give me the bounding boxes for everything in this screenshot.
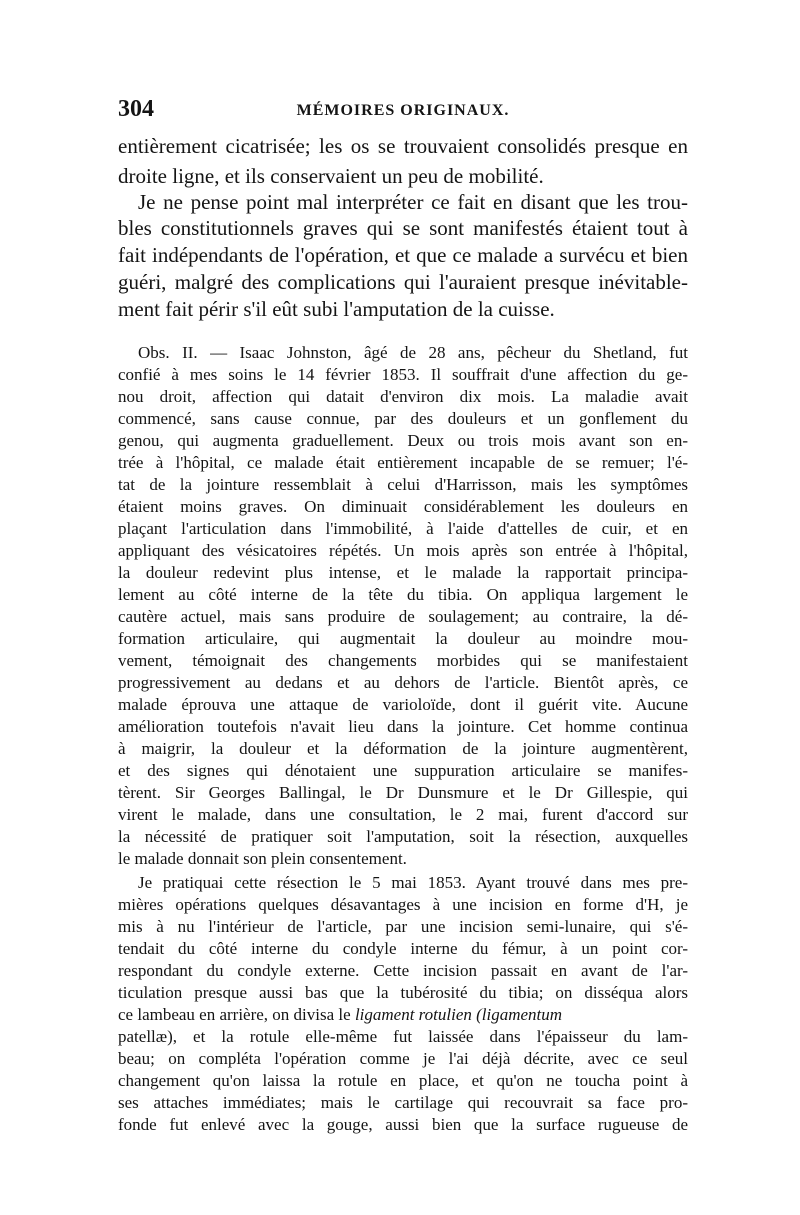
op-line: mis à nu l'intérieur de l'article, par une incision semi-lunaire, qui s'é- bbox=[118, 917, 688, 936]
running-title: MÉMOIRES ORIGINAUX. bbox=[296, 102, 510, 119]
op-line: changement qu'on laissa la rotule en place, et qu'on ne toucha point à bbox=[118, 1071, 688, 1090]
obs-line: trée à l'hôpital, ce malade était entièrement incapable de se remuer; l'é- bbox=[118, 453, 688, 472]
obs-line: vement, témoignait des changements morbides qui se manifestaient bbox=[118, 651, 688, 670]
obs-line: cautère actuel, mais sans produire de soulagement; au contraire, la dé- bbox=[118, 607, 688, 626]
op-line: ses attaches immédiates; mais le cartilage qui recouvrait sa face pro- bbox=[118, 1093, 688, 1112]
page-header bbox=[118, 96, 688, 130]
op-line: tendait du côté interne du condyle interne du fémur, à un point cor- bbox=[118, 939, 688, 958]
obs-line: tèrent. Sir Georges Ballingal, le Dr Dunsmure et le Dr Gillespie, qui bbox=[118, 783, 688, 802]
intro-line: ment fait périr s'il eût subi l'amputation de la cuisse. bbox=[118, 297, 555, 321]
obs-line: virent le malade, dans une consultation, le 2 mai, furent d'accord sur bbox=[118, 805, 688, 824]
obs-line: tat de la jointure ressemblait à celui d'Harrisson, mais les symptômes bbox=[118, 475, 688, 494]
obs-line: et des signes qui dénotaient une suppuration articulaire se manifes- bbox=[118, 761, 688, 780]
obs-line: formation articulaire, qui augmentait la douleur au moindre mou- bbox=[118, 629, 688, 648]
page-number: 304 bbox=[118, 96, 154, 122]
intro-line: bles constitutionnels graves qui se sont manifestés étaient tout à bbox=[118, 216, 688, 240]
op-line: respondant du condyle externe. Cette incision passait en avant de l'ar- bbox=[118, 961, 688, 980]
obs-line: la douleur redevint plus intense, et le malade la rapportait principa- bbox=[118, 563, 688, 582]
op-line: mières opérations quelques désavantages à une incision en forme d'H, je bbox=[118, 895, 688, 914]
op-line-text: ce lambeau en arrière, on divisa le bbox=[118, 1005, 351, 1024]
obs-line: nou droit, affection qui datait d'environ dix mois. La maladie avait bbox=[118, 387, 688, 406]
obs-line: plaçant l'articulation dans l'immobilité, à l'aide d'attelles de cuir, et en bbox=[118, 519, 688, 538]
obs-line: confié à mes soins le 14 février 1853. Il souffrait d'une affection du ge- bbox=[118, 365, 688, 384]
op-line: Je pratiquai cette résection le 5 mai 1853. Ayant trouvé dans mes pre- bbox=[138, 873, 688, 892]
op-line-italic: ligament rotulien (ligamentum bbox=[354, 1005, 563, 1024]
op-line: fonde fut enlevé avec la gouge, aussi bien que la surface rugueuse de bbox=[118, 1115, 688, 1134]
intro-line: entièrement cicatrisée; les os se trouvaient consolidés presque en bbox=[118, 134, 688, 158]
obs-line: progressivement au dedans et au dehors de l'article. Bientôt après, ce bbox=[118, 673, 688, 692]
obs-line: étaient moins graves. On diminuait considérablement les douleurs en bbox=[118, 497, 688, 516]
op-line: ticulation presque aussi bas que la tubérosité du tibia; on disséqua alors bbox=[118, 983, 688, 1002]
obs-line: appliquant des vésicatoires répétés. Un mois après son entrée à l'hôpital, bbox=[118, 541, 688, 560]
op-line bbox=[118, 1005, 688, 1025]
obs-line: Obs. II. — Isaac Johnston, âgé de 28 ans, pêcheur du Shetland, fut bbox=[138, 343, 688, 362]
obs-line: genou, qui augmenta graduellement. Deux ou trois mois avant son en- bbox=[118, 431, 688, 450]
obs-line: à maigrir, la douleur et la déformation de la jointure augmentèrent, bbox=[118, 739, 688, 758]
intro-line: guéri, malgré des complications qui l'auraient presque inévitable- bbox=[118, 270, 688, 294]
op-line: patellæ), et la rotule elle-même fut laissée dans l'épaisseur du lam- bbox=[118, 1027, 688, 1046]
intro-line: fait indépendants de l'opération, et que ce malade a survécu et bien bbox=[118, 243, 688, 267]
obs-line: malade éprouva une attaque de varioloïde, dont il guérit vite. Aucune bbox=[118, 695, 688, 714]
intro-line: Je ne pense point mal interpréter ce fait en disant que les trou- bbox=[138, 190, 688, 214]
obs-line: la nécessité de pratiquer soit l'amputation, soit la résection, auxquelles bbox=[118, 827, 688, 846]
obs-line: lement au côté interne de la tête du tibia. On appliqua largement le bbox=[118, 585, 688, 604]
obs-line: commencé, sans cause connue, par des douleurs et un gonflement du bbox=[118, 409, 688, 428]
obs-line: amélioration toutefois n'avait lieu dans la jointure. Cet homme continua bbox=[118, 717, 688, 736]
op-line: beau; on compléta l'opération comme je l'ai déjà décrite, avec ce seul bbox=[118, 1049, 688, 1068]
intro-line: droite ligne, et ils conservaient un peu de mobilité. bbox=[118, 164, 544, 188]
obs-line: le malade donnait son plein consentement. bbox=[118, 849, 407, 868]
